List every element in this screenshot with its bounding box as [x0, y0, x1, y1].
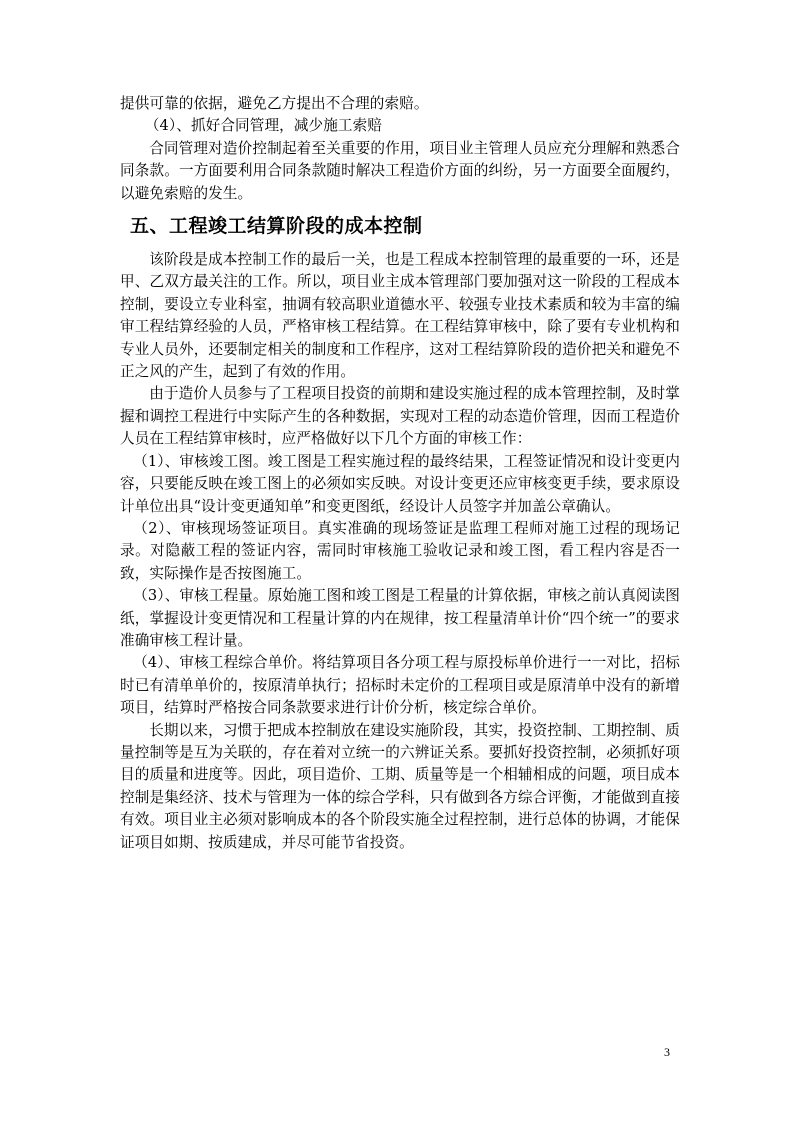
paragraph-conclusion: 长期以来，习惯于把成本控制放在建设实施阶段，其实，投资控制、工期控制、质量控制等是互为关联的，存在着对立统一的六辨证关系。要抓好投资控制，必须抓好项目的质量和进度等。因此，项目造价、工期、质量等是一个相辅相成的问题，项目成本控制是集经济、技术与管理为一体的综合学科，只有做到各方综合评衡，才能做到直接有效。项目业主必须对影响成本的各个阶段实施全过程控制，进行总体的协调，才能保证项目如期、按质建成，并尽可能节省投资。 [120, 721, 680, 851]
paragraph-contract-management: 合同管理对造价控制起着至关重要的作用，项目业主管理人员应充分理解和熟悉合同条款。一方面要利用合同条款随时解决工程造价方面的纠纷，另一方面要全面履约，以避免索赔的发生。 [120, 139, 680, 202]
paragraph-audit-work: 由于造价人员参与了工程项目投资的前期和建设实施过程的成本管理控制，及时掌握和调控工程进行中实际产生的各种数据，实现对工程的动态造价管理，因而工程造价人员在工程结算审核时，应严格做好以下几个方面的审核工作： [120, 385, 680, 448]
paragraph-audit-site-visa: （2）、审核现场签证项目。真实准确的现场签证是监理工程师对施工过程的现场记录。对隐蔽工程的签证内容，需同时审核施工验收记录和竣工图，看工程内容是否一致，实际操作是否按图施工。 [120, 519, 680, 582]
section-heading: 五、工程竣工结算阶段的成本控制 [130, 215, 423, 238]
paragraph-audit-quantity: （3）、审核工程量。原始施工图和竣工图是工程量的计算依据，审核之前认真阅读图纸，掌握设计变更情况和工程量计算的内在规律，按工程量清单计价“四个统一”的要求准确审核工程计量。 [120, 587, 680, 649]
subheading-contract-management: （4）、抓好合同管理，减少施工索赔 [144, 117, 382, 135]
paragraph-continuation: 提供可靠的依据，避免乙方提出不合理的索赔。 [120, 95, 429, 112]
paragraph-stage-intro: 该阶段是成本控制工作的最后一关，也是工程成本控制管理的最重要的一环，还是甲、乙双方最关注的工作。所以，项目业主成本管理部门要加强对这一阶段的工程成本控制，要设立专业科室，抽调有较高职业道德水平、较强专业技术素质和较为丰富的编审工程结算经验的人员，严格审核工程结算。在工程结算审核中，除了要有专业机构和专业人员外，还要制定相关的制度和工作程序，这对工程结算阶段的造价把关和避免不正之风的产生，起到了有效的作用。 [120, 251, 680, 381]
paragraph-audit-unit-price: （4）、审核工程综合单价。将结算项目各分项工程与原投标单价进行一一对比，招标时已有清单单价的，按原清单执行；招标时未定价的工程项目或是原清单中没有的新增项目，结算时严格按合同条款要求进行计价分析，核定综合单价。 [120, 654, 680, 717]
paragraph-audit-drawings: （1）、审核竣工图。竣工图是工程实施过程的最终结果，工程签证情况和设计变更内容，只要能反映在竣工图上的必须如实反映。对设计变更还应审核变更手续，要求原设计单位出具“设计变更通知单”和变更图纸，经设计人员签字并加盖公章确认。 [120, 452, 680, 515]
page-content [120, 93, 680, 854]
page-number: 3 [664, 1045, 670, 1059]
